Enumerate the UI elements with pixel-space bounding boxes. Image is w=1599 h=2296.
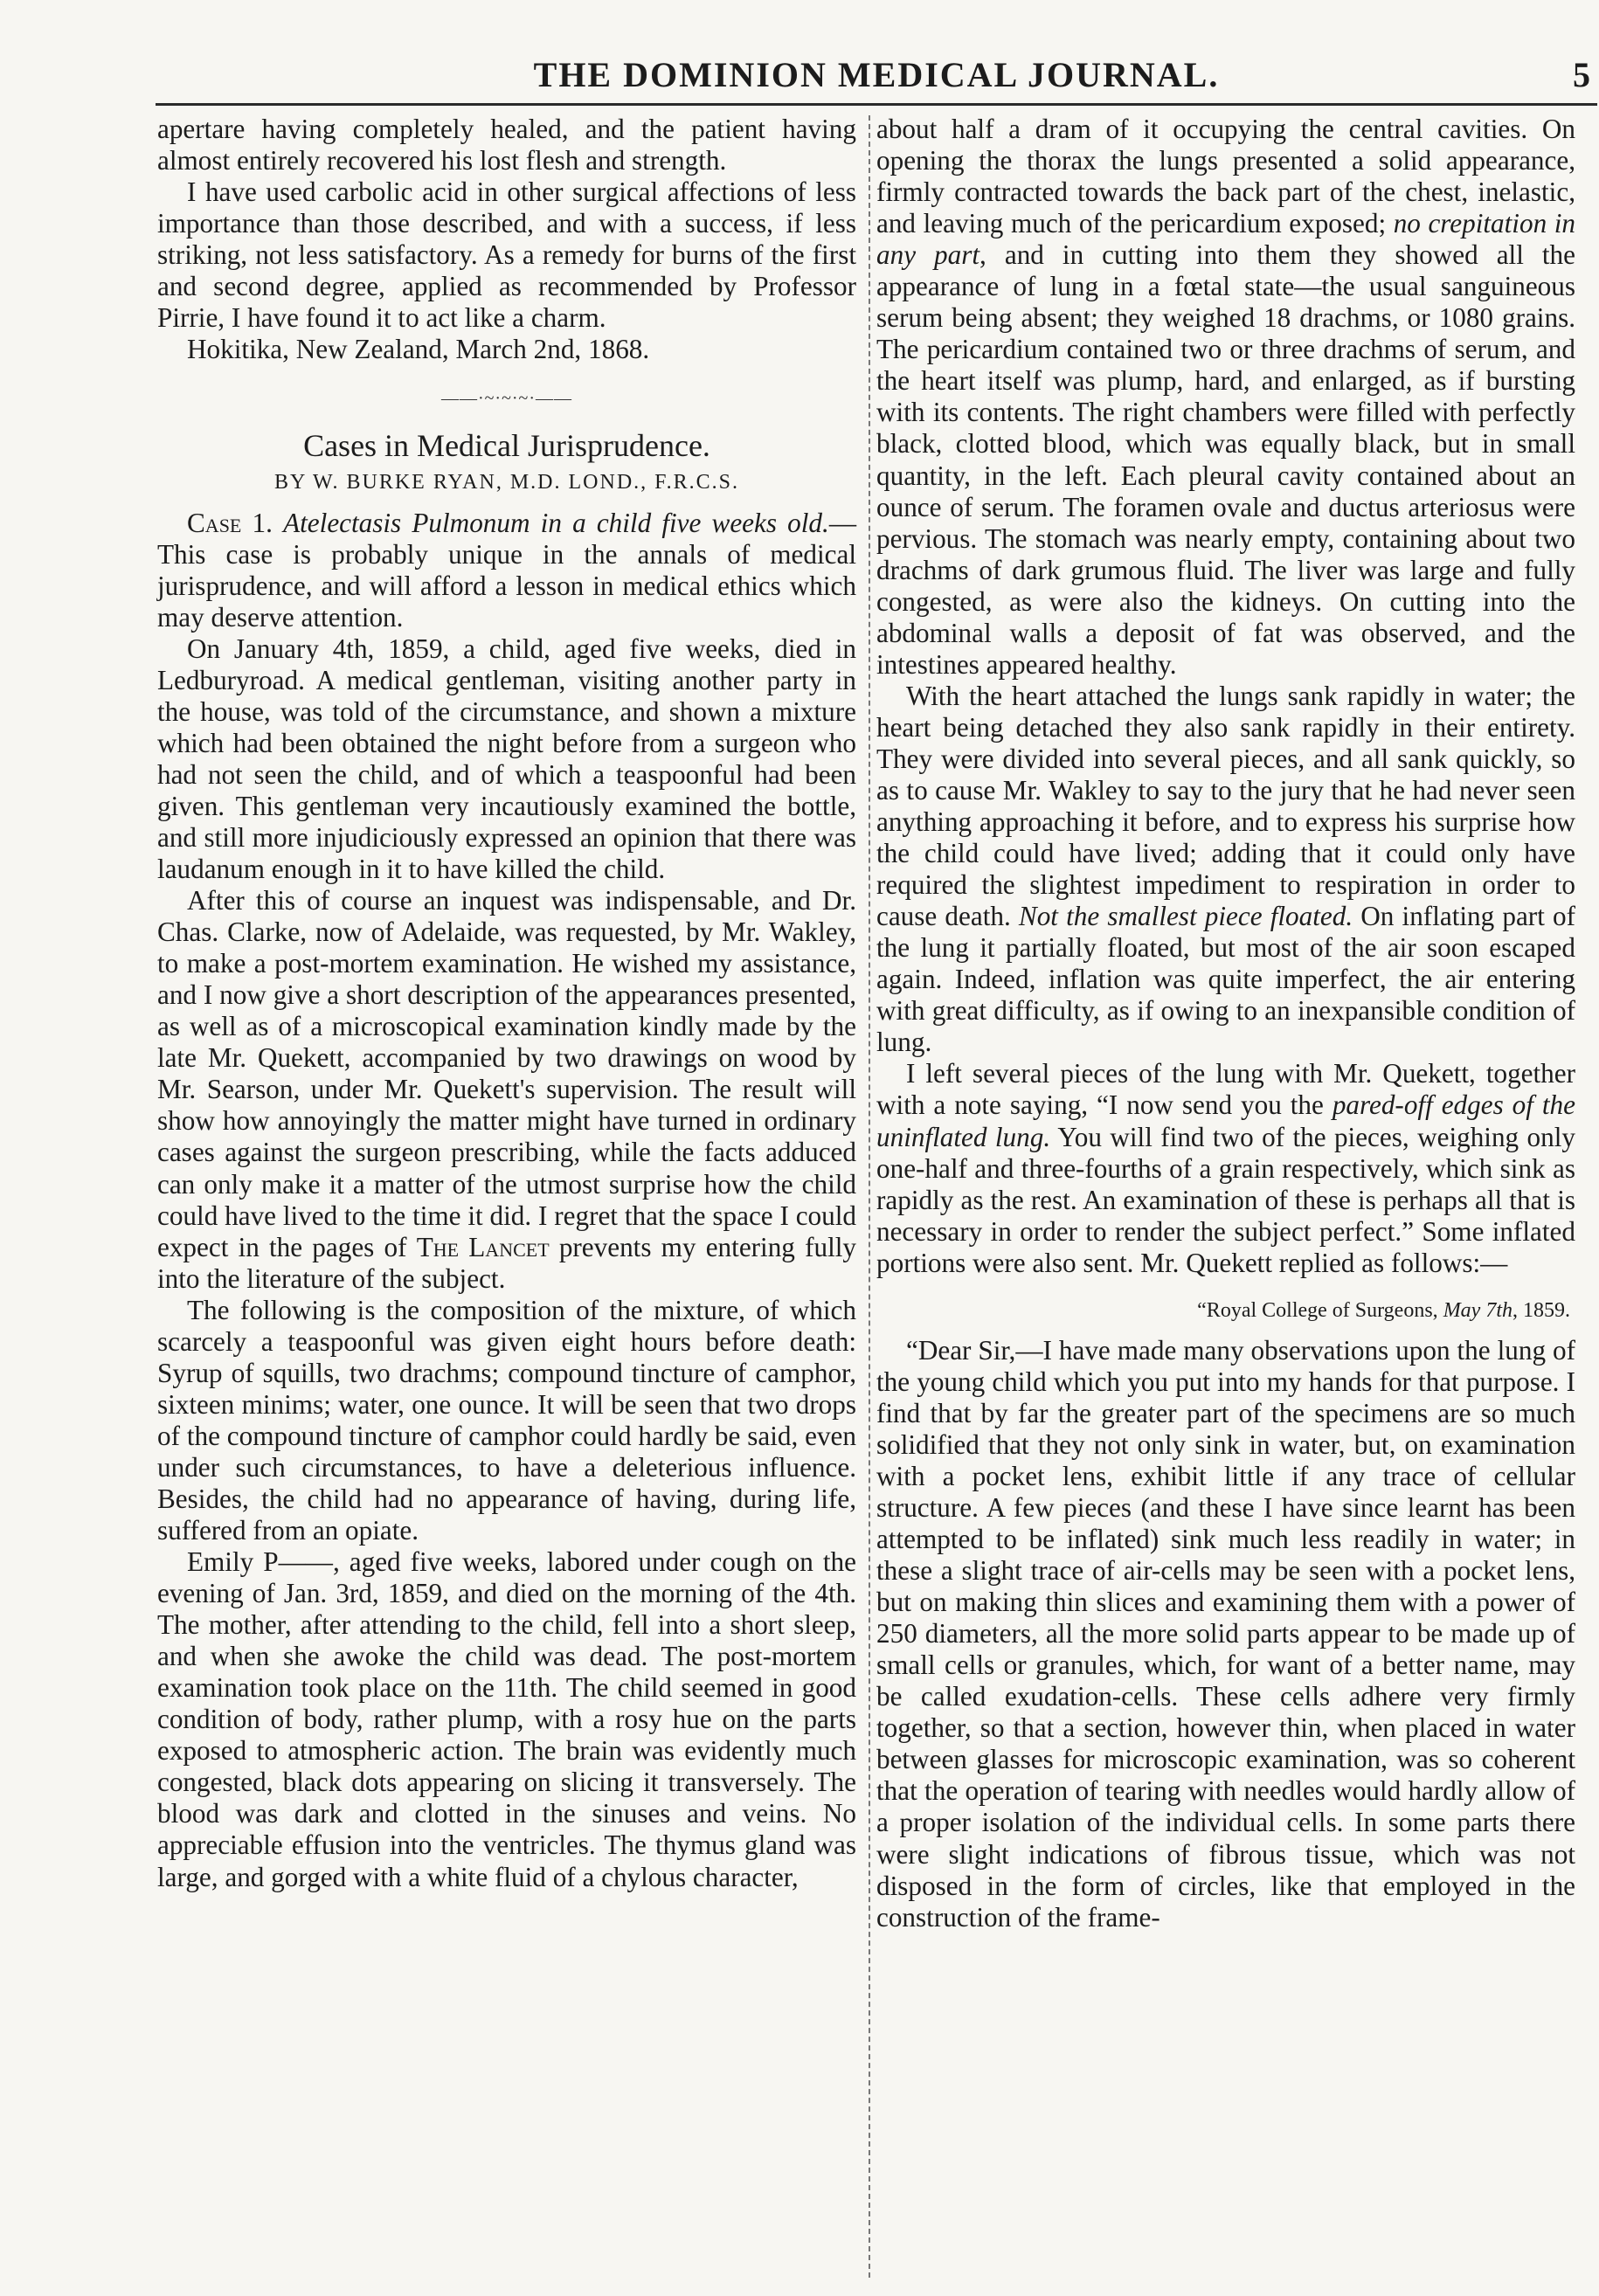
paragraph: apertare having completely healed, and the patient having almost entirely recovered his lost flesh and strength. [157, 114, 856, 176]
header-rule [156, 103, 1597, 106]
paragraph: On January 4th, 1859, a child, aged five weeks, died in Ledburyroad. A medical gentleman, visiting another party in the house, was told of the circumstance, and shown a mixture which had been obtained the night before from a surgeon who had not seen the child, and of which a teaspoonful had been given. This gentleman very incautiously examined the bottle, and still more injudiciously expressed an opinion that there was laudanum enough in it to have killed the child. [157, 633, 856, 885]
dateline-year: , 1859. [1512, 1298, 1570, 1322]
paragraph [876, 681, 1575, 1059]
signoff: Hokitika, New Zealand, March 2nd, 1868. [187, 334, 650, 365]
left-column [157, 114, 856, 1893]
paragraph: The following is the composition of the mixture, of which scarcely a teaspoonful was given eight hours before death: Syrup of squills, two drachms; compound tincture of camphor, sixteen minims; water, one ounce. It will be seen that two drops of the compound tincture of camphor could hardly be said, even under such circumstances, to have a deleterious influence. Besides, the child had no appearance of having, during life, suffered from an opiate. [157, 1294, 856, 1546]
right-column [876, 114, 1575, 1933]
paragraph-text: I left several pieces of the lung with Mr. Quekett, together with a note saying, “I now send you the [876, 1058, 1575, 1121]
letter-dateline [876, 1295, 1575, 1326]
dateline-text: “Royal College of Surgeons, [1197, 1298, 1443, 1322]
paragraph-text: , and in cutting into them they showed all the appearance of lung in a fœtal state—the usual sanguineous serum being absent; they weighed 18 drachms, or 1080 grains. The pericardium contained two or three drachms of serum, and the heart itself was plump, hard, and enlarged, as if bursting with its contents. The right chambers were filled with perfectly black, clotted blood, which was equally black, but in small quantity, in the left. Each pleural cavity contained about an ounce of serum. The foramen ovale and ductus arteriosus were pervious. The stomach was nearly empty, containing about two drachms of dark grumous fluid. The liver was large and fully congested, as were also the kidneys. On cutting into the abdominal walls a deposit of fat was observed, and the intestines appeared healthy. [876, 239, 1575, 680]
italic-text: no crepitation in any part [876, 208, 1575, 271]
dateline-date: May 7th [1443, 1298, 1512, 1322]
case-intro: —This case is probably unique in the annals of medical jurisprudence, and will afford a lesson in medical ethics which may deserve attention. [157, 507, 856, 633]
page-number: 5 [1573, 55, 1590, 94]
paragraph-text: about half a dram of it occupying the central cavities. On opening the thorax the lungs presented a solid appearance, firmly contracted towards the back part of the chest, inelastic, and leaving much of the pericardium exposed; [876, 114, 1575, 239]
paragraph: Emily P——, aged five weeks, labored under cough on the evening of Jan. 3rd, 1859, and died on the morning of the 4th. The mother, after attending to the child, fell into a short sleep, and when she awoke the child was dead. The post-mortem examination took place on the 11th. The child seemed in good condition of body, rather plump, with a rosy hue on the parts exposed to atmospheric action. The brain was evidently much congested, black dots appearing on slicing it transversely. The blood was dark and clotted in the sinuses and veins. No appreciable effusion into the ventricles. The thymus gland was large, and gorged with a white fluid of a chylous character, [157, 1546, 856, 1892]
section-ornament: ——·~·~·~·—— [440, 389, 573, 409]
paragraph-text: prevents my entering fully into the literature of the subject. [157, 1231, 856, 1294]
case-title: Atelectasis Pulmonum in a child five weeks old. [283, 507, 829, 538]
running-title: THE DOMINION MEDICAL JOURNAL. [533, 55, 1220, 94]
paragraph-text: With the heart attached the lungs sank rapidly in water; the heart being detached they also sank rapidly in their entirety. They were divided into several pieces, and all sank quickly, so as to cause Mr. Wakley to say to the jury that he had never seen anything approaching it before, and to express his surprise how the child could have lived; adding that it could only have required the slightest impediment to respiration in order to cause death. [876, 680, 1575, 932]
italic-text: pared-off edges of the uninflated lung. [876, 1089, 1575, 1152]
paragraph-text: You will find two of the pieces, weighing only one-half and three-fourths of a grain respectively, which sink as rapidly as the rest. An examination of these is perhaps all that is necessary in order to render the subject perfect.” Some inflated portions were also sent. Mr. Quekett replied as follows:— [876, 1121, 1575, 1278]
paragraph-text: On inflating part of the lung it partially floated, but most of the air soon escaped again. Indeed, inflation was quite imperfect, the air entering with great difficulty, as if owing to an inexpansible condition of lung. [876, 901, 1575, 1058]
paragraph [157, 885, 856, 1295]
byline: BY W. BURKE RYAN, M.D. LOND., F.R.C.S. [274, 471, 739, 494]
paragraph-text: After this of course an inquest was indispensable, and Dr. Chas. Clarke, now of Adelaide, was requested, by Mr. Wakley, to make a post-mortem examination. He wished my assistance, and I now give a short description of the appearances presented, as well as of a microscopical examination kindly made by the late Mr. Quekett, accompanied by two drawings on wood by Mr. Searson, under Mr. Quekett's supervision. The result will show how annoyingly the matter might have turned in ordinary cases against the surgeon prescribing, while the facts adduced can only make it a matter of the utmost surprise how the child could have lived to the time it did. I regret that the space I could expect in the pages of [157, 885, 856, 1262]
paragraph: I have used carbolic acid in other surgical affections of less importance than those described, and with a success, if less striking, not less satisfactory. As a remedy for burns of the first and second degree, applied as recommended by Professor Pirrie, I have found it to act like a charm. [157, 176, 856, 334]
page-header [156, 51, 1597, 100]
paragraph [876, 114, 1575, 681]
journal-name: The Lancet [416, 1231, 550, 1262]
section-heading: Cases in Medical Jurisprudence. [303, 428, 710, 464]
column-divider [869, 115, 870, 2278]
letter-paragraph: “Dear Sir,—I have made many observations upon the lung of the young child which you put into my hands for that purpose. I find that by far the greater part of the specimens are so much solidified that they not only sink in water, but, on examination with a pocket lens, exhibit little if any trace of cellular structure. A few pieces (and these I have since learnt has been attempted to be inflated) sink much less readily in water; in these a slight trace of air-cells may be seen with a pocket lens, but on making thin slices and examining them with a power of 250 diameters, all the more solid parts appear to be made up of small cells or granules, which, for want of a better name, may be called exudation-cells. These cells adhere very firmly together, so that a section, however thin, when placed in water between glasses for microscopic examination, was so coherent that the operation of tearing with needles would hardly allow of a proper isolation of the individual cells. In some parts there were slight indications of fibrous tissue, which was not disposed in the form of circles, like that employed in the construction of the frame- [876, 1334, 1575, 1933]
case-label: Case 1. [187, 507, 273, 538]
case-paragraph [157, 508, 856, 633]
paragraph [876, 1058, 1575, 1278]
italic-text: Not the smallest piece floated. [1018, 901, 1353, 932]
